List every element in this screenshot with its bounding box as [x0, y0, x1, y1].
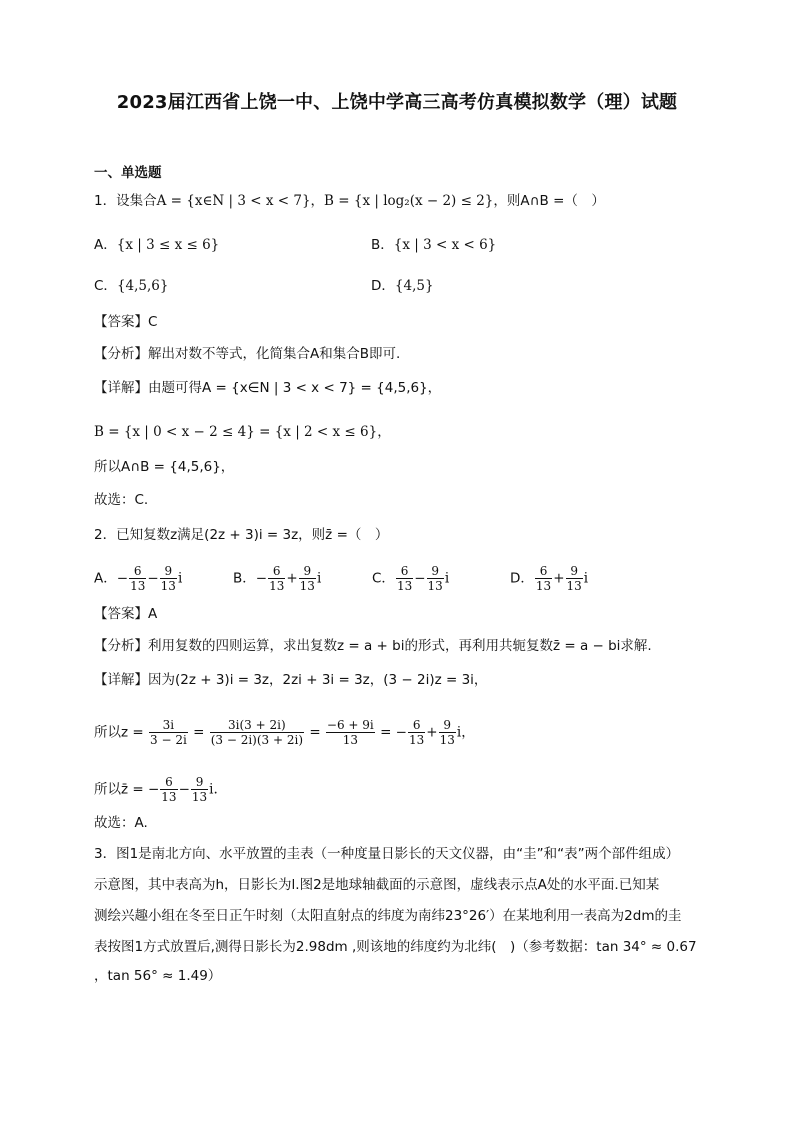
q3-line-2: 示意图，其中表高为h，日影长为l.图2是地球轴截面的示意图，虚线表示点A处的水平面.已知某 — [94, 877, 660, 893]
q2-detail-2-frac1 — [149, 718, 188, 747]
q2-option-c-tail: i — [444, 570, 450, 587]
q2-option-b-sign: − — [255, 570, 268, 587]
q2-option-b-d2: 13 — [299, 579, 315, 593]
page-title: 2023届江西省上饶一中、上饶中学高三高考仿真模拟数学（理）试题 — [116, 92, 678, 113]
q3-line-1: 3．图1是南北方向、水平放置的圭表（一种度量日影长的天文仪器，由“圭”和“表”两个部件组成） — [94, 846, 680, 862]
q2-detail-2-f3d: 13 — [342, 733, 358, 747]
q2-option-c-op: − — [414, 570, 426, 587]
q2-detail-3-f1d: 13 — [161, 790, 177, 804]
q2-option-d-frac1 — [535, 564, 552, 593]
q2-answer-value: A — [148, 606, 158, 622]
q1-analysis — [94, 344, 400, 364]
q2-answer — [94, 604, 157, 624]
q3-line-5: ，tan 56° ≈ 1.49） — [94, 968, 222, 984]
q2-detail-3-f2d: 13 — [191, 790, 208, 804]
q2-option-c-label: C． — [372, 570, 395, 587]
q2-detail-3-f2n: 9 — [191, 775, 208, 790]
q1-option-c-text: {4,5,6} — [116, 278, 169, 294]
q2-stem: 2．已知复数z满足(2z + 3)i = 3z，则z̄ =（ ） — [94, 527, 389, 543]
q1-detail-3: 所以A∩B = {4,5,6}， — [94, 459, 235, 475]
q2-option-d-tail: i — [583, 570, 589, 587]
q3-line-3: 测绘兴趣小组在冬至日正午时刻（太阳直射点的纬度为南纬23°26′）在某地利用一表高为2dm的圭 — [94, 908, 682, 924]
q2-option-d-d1: 13 — [535, 579, 552, 593]
q2-option-b[interactable] — [233, 564, 321, 593]
q1-analysis-tag: 【分析】 — [94, 346, 148, 362]
q2-detail-1-text: 因为(2z + 3)i = 3z，2zi + 3i = 3z，(3 − 2i)z = 3i， — [148, 672, 488, 688]
q2-detail-2-frac2 — [210, 718, 304, 747]
q2-option-a-n1: 6 — [129, 564, 146, 579]
q2-option-a-frac2 — [160, 564, 177, 593]
q2-detail-1 — [94, 670, 487, 690]
q1-answer-tag: 【答案】 — [94, 314, 148, 330]
q1-set-a: A = {x∈N | 3 < x < 7} — [156, 193, 311, 209]
q2-option-b-n1: 6 — [268, 564, 285, 579]
q2-option-d-op: + — [553, 570, 565, 587]
q2-detail-2: 所以z = $\frac{3i}{3 - 2i}$ = $\frac{3i(3 + 2i)}{(3 - 2i)(3 + 2i)}$ = $\frac{-6 + 9i}{13}$ = − $\frac{6}{13}$ + $\frac{9}{13}$ i， — [94, 718, 475, 747]
q2-detail-2-f2d: (3 − 2i)(3 + 2i) — [210, 733, 304, 747]
q2-detail-2-prefix: 所以z = — [94, 724, 144, 741]
q2-option-c-n2: 9 — [427, 564, 444, 579]
q2-detail-2-f4n: 6 — [408, 718, 425, 733]
q2-analysis-tag: 【分析】 — [94, 638, 148, 654]
q2-option-d-d2: 13 — [566, 579, 582, 593]
q2-option-d-frac2 — [566, 564, 583, 593]
q1-option-d-text: {4,5} — [394, 278, 434, 294]
q2-detail-2-f5n: 9 — [439, 718, 456, 733]
q2-detail-2-f4d: 13 — [409, 733, 425, 747]
q1-option-c-label: C． — [94, 278, 117, 294]
q2-analysis — [94, 636, 652, 656]
q2-option-a-tail: i — [177, 570, 183, 587]
q2-detail-tag: 【详解】 — [94, 672, 148, 688]
q1-stem-suffix: ，则A∩B =（ ） — [493, 193, 605, 209]
q2-option-b-frac1 — [268, 564, 285, 593]
q2-detail-2-f1n: 3i — [149, 718, 188, 733]
q2-option-c-frac1 — [396, 564, 413, 593]
q2-option-b-tail: i — [316, 570, 322, 587]
section-heading: 一、单选题 — [94, 165, 162, 181]
q2-detail-3-tail: i. — [209, 781, 218, 798]
q2-option-b-n2: 9 — [299, 564, 316, 579]
q2-detail-2-tail: ， — [461, 724, 475, 741]
q1-detail-1 — [94, 378, 441, 398]
q1-option-a[interactable] — [94, 235, 219, 255]
q1-option-a-label: A． — [94, 237, 117, 253]
q2-option-d-label: D． — [510, 570, 534, 587]
q1-answer-value: C — [148, 314, 158, 330]
q2-option-c-frac2 — [427, 564, 444, 593]
q2-conclusion: 故选：A. — [94, 815, 148, 831]
q2-option-b-frac2 — [299, 564, 316, 593]
q1-conclusion: 故选：C. — [94, 492, 149, 508]
q1-detail-1-text: 由题可得A = {x∈N | 3 < x < 7} = {4,5,6}， — [148, 380, 442, 396]
q2-option-d[interactable] — [510, 564, 588, 593]
q2-option-a[interactable] — [94, 564, 182, 593]
q1-option-d-label: D． — [371, 278, 395, 294]
q2-detail-3-prefix: 所以z̄ = − — [94, 781, 160, 798]
q2-detail-2-f5d: 13 — [439, 733, 455, 747]
q2-detail-3-frac1 — [160, 775, 177, 804]
q2-detail-2-frac5 — [439, 718, 456, 747]
q1-stem: 1．设集合A = {x∈N | 3 < x < 7}，B = {x | log₂(x − 2) ≤ 2}，则A∩B =（ ） — [94, 193, 605, 209]
q2-option-b-label: B． — [233, 570, 256, 587]
q2-option-d-n2: 9 — [566, 564, 583, 579]
q2-option-a-frac1 — [129, 564, 146, 593]
q1-analysis-text: 解出对数不等式，化简集合A和集合B即可. — [148, 346, 401, 362]
q2-detail-3-frac2 — [191, 775, 208, 804]
q1-option-a-text: {x | 3 ≤ x ≤ 6} — [116, 237, 220, 253]
q2-option-a-sign: − — [116, 570, 129, 587]
q1-option-b-label: B． — [371, 237, 394, 253]
q2-option-b-op: + — [286, 570, 298, 587]
q2-detail-2-f1d: 3 − 2i — [150, 733, 187, 747]
q1-answer — [94, 312, 157, 332]
q1-detail-tag: 【详解】 — [94, 380, 148, 396]
q2-detail-2-f3n: −6 + 9i — [326, 718, 374, 732]
q1-option-c[interactable] — [94, 276, 168, 296]
q3-line-4: 表按图1方式放置后,测得日影长为2.98dm ,则该地的纬度约为北纬( )（参考数据：tan 34° ≈ 0.67 — [94, 939, 697, 955]
q2-option-c[interactable] — [372, 564, 449, 593]
q2-option-a-d1: 13 — [130, 579, 146, 593]
q2-option-a-label: A． — [94, 570, 117, 587]
q2-detail-3-f1n: 6 — [160, 775, 177, 790]
q1-stem-prefix: 1．设集合 — [94, 193, 157, 209]
q2-option-a-op: − — [147, 570, 159, 587]
q2-option-b-d1: 13 — [269, 579, 285, 593]
q2-analysis-text: 利用复数的四则运算，求出复数z = a + bi的形式，再利用共轭复数z̄ = a − bi求解. — [148, 638, 652, 654]
q1-option-b-text: {x | 3 < x < 6} — [393, 237, 497, 253]
q2-option-c-d2: 13 — [427, 579, 443, 593]
q2-answer-tag: 【答案】 — [94, 606, 148, 622]
q1-option-b[interactable] — [371, 235, 496, 255]
q1-set-b: B = {x | log₂(x − 2) ≤ 2} — [324, 193, 494, 209]
q2-option-a-d2: 13 — [160, 579, 176, 593]
q2-detail-3: 所以z̄ = − $\frac{6}{13}$ − $\frac{9}{13}$ i. — [94, 775, 218, 804]
q2-option-c-n1: 6 — [396, 564, 413, 579]
q2-detail-2-frac4 — [408, 718, 425, 747]
q2-option-c-d1: 13 — [396, 579, 413, 593]
q2-detail-2-frac3 — [326, 718, 375, 747]
q1-detail-2: B = {x | 0 < x − 2 ≤ 4} = {x | 2 < x ≤ 6}， — [94, 424, 391, 440]
q2-detail-2-f2n: 3i(3 + 2i) — [210, 718, 304, 733]
q2-option-d-n1: 6 — [535, 564, 552, 579]
q2-option-a-n2: 9 — [160, 564, 177, 579]
q1-option-d[interactable] — [371, 276, 434, 296]
